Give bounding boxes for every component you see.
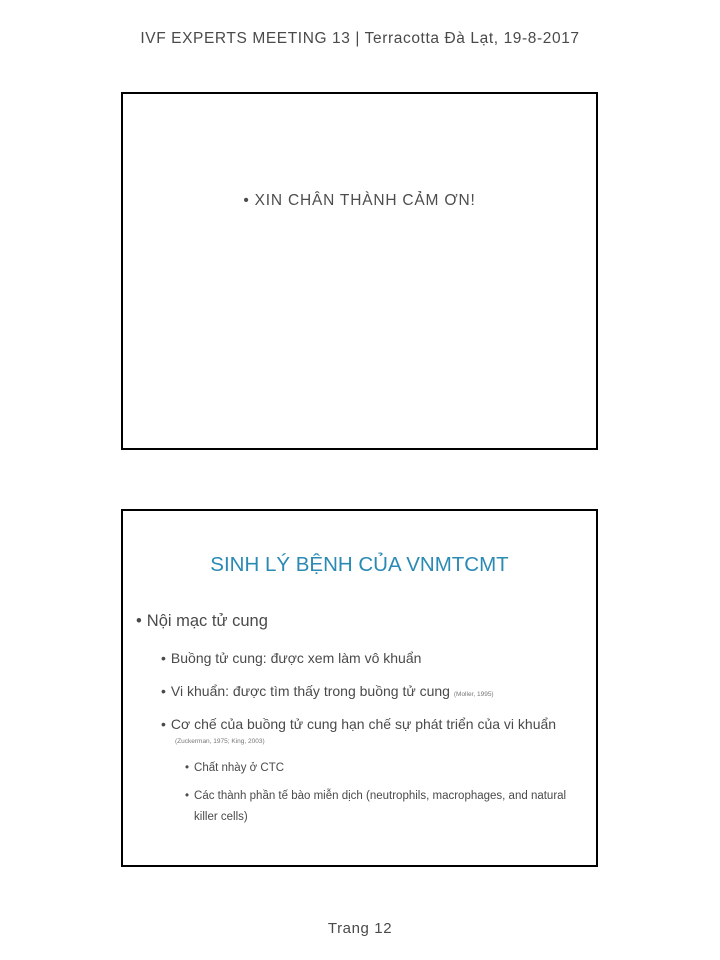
bullet: • — [161, 683, 166, 699]
page-number: Trang 12 — [327, 920, 393, 937]
bullet: • — [185, 762, 190, 774]
item2-text: Vi khuẩn: được tìm thấy trong buồng tử cung — [170, 683, 450, 699]
slide-pathophysiology — [121, 509, 598, 867]
bullet: • — [161, 650, 166, 666]
item1-text: Buồng tử cung: được xem làm vô khuẩn — [170, 650, 422, 666]
bullet-level1-text: Nội mạc tử cung — [146, 612, 268, 630]
bullet: • — [161, 716, 166, 732]
slide-title: SINH LÝ BỆNH CỦA VNMTCMT — [210, 553, 509, 576]
bullet: • — [136, 612, 142, 630]
bullet-level2-item1 — [161, 650, 421, 666]
bullet: • — [185, 790, 190, 802]
page-header: IVF EXPERTS MEETING 13 | Terracotta Đà Lạt, 19-8-2017 — [140, 30, 580, 47]
bullet-level2-item3 — [161, 716, 556, 732]
bullet: • — [243, 192, 250, 209]
item2-citation: (Moller, 1995) — [453, 691, 494, 698]
bullet-level1 — [136, 612, 268, 631]
thank-you-line — [123, 192, 596, 210]
thank-you-text: XIN CHÂN THÀNH CẢM ƠN! — [254, 192, 476, 209]
bullet-level3-sub2 — [185, 786, 595, 828]
bullet-level3-sub1 — [185, 758, 595, 779]
slide-thank-you — [121, 92, 598, 450]
sub2-text: Các thành phần tế bào miễn dịch (neutrophils, macrophages, and natural killer cells) — [194, 790, 567, 823]
item3-text: Cơ chế của buồng tử cung hạn chế sự phát triển của vi khuẩn — [170, 716, 557, 732]
sub1-text: Chất nhày ở CTC — [194, 762, 285, 774]
bullet-level2-item2 — [161, 683, 494, 699]
item3-citation: (Zuckerman, 1975; King, 2003) — [175, 738, 265, 745]
